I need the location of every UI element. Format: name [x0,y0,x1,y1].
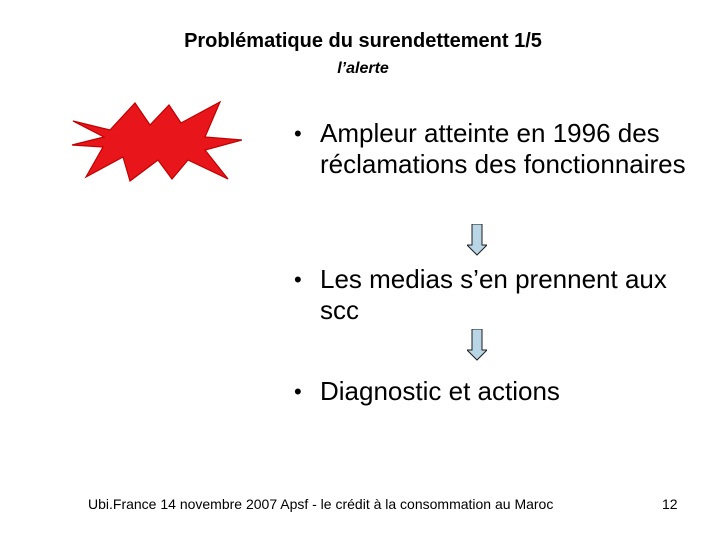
bullet-item-reclamations [294,118,694,180]
bullet-text: Ampleur atteinte en 1996 des réclamations des fonctionnaires [320,118,686,179]
bullet-item-medias [294,264,694,326]
bullet-marker: • [294,121,302,146]
slide-title: Problématique du surendettement 1/5 [184,30,542,52]
slide-footer: Ubi.France 14 novembre 2007 Apsf - le crédit à la consommation au Maroc [88,496,554,512]
page-number: 12 [662,496,678,512]
explosion-burst-icon [70,100,242,182]
bullet-text: Diagnostic et actions [320,376,560,406]
bullet-text: Les medias s’en prennent aux scc [320,264,667,325]
slide-subtitle: l’alerte [337,60,389,77]
bullet-marker: • [294,267,302,292]
down-arrow-icon [467,224,487,256]
bullet-marker: • [294,379,302,404]
down-arrow-icon [467,329,487,361]
bullet-item-diagnostic [294,376,694,407]
